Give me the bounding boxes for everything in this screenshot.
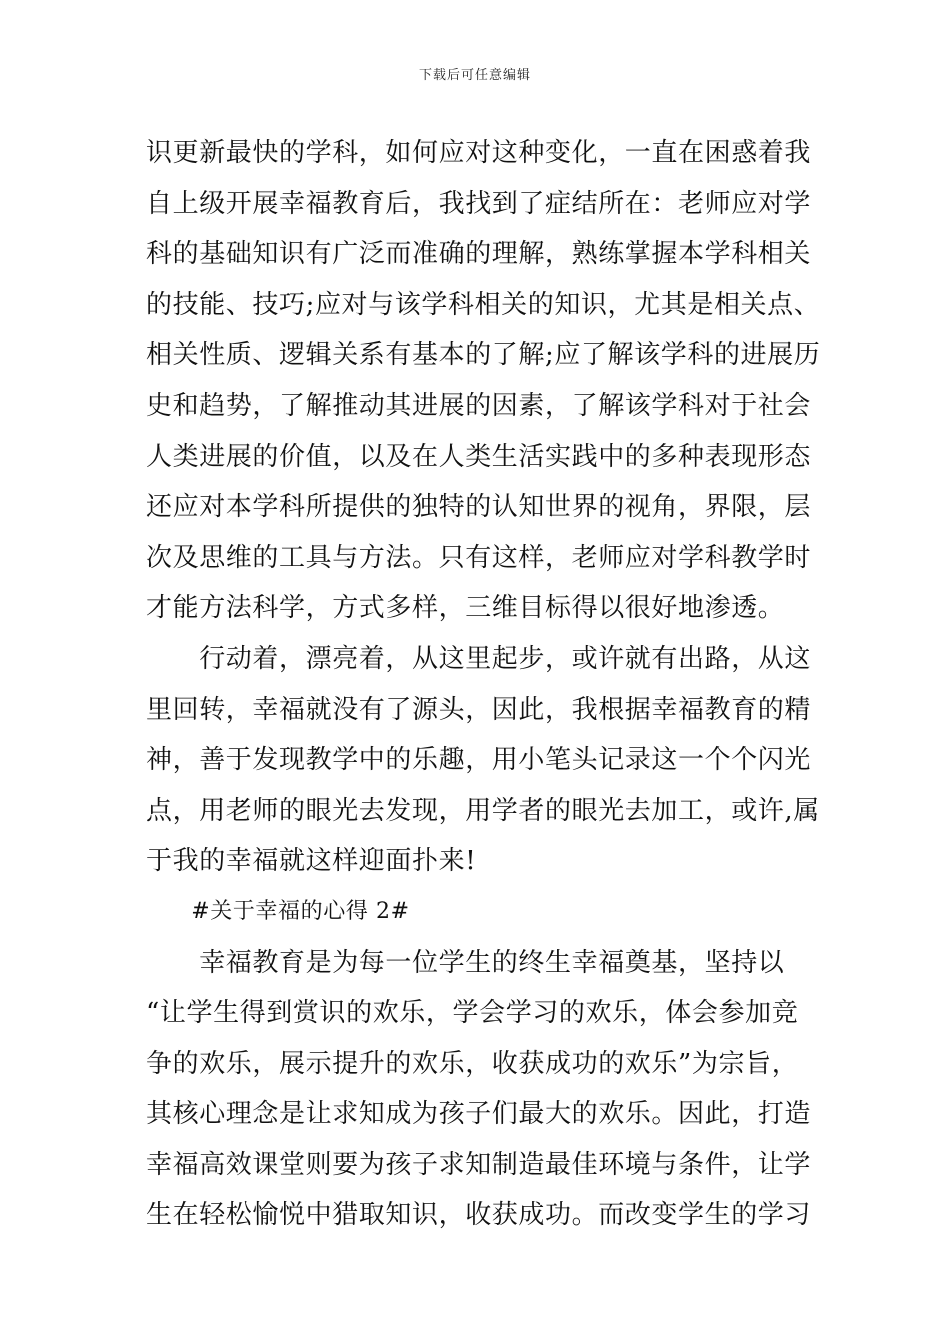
text-line: 神，善于发现教学中的乐趣，用小笔头记录这一个个闪光 xyxy=(146,745,812,776)
text-line: 里回转，幸福就没有了源头，因此，我根据幸福教育的精 xyxy=(146,694,812,725)
text-line: 史和趋势，了解推动其进展的因素，了解该学科对于社会 xyxy=(146,390,812,421)
text-line: 次及思维的工具与方法。只有这样，老师应对学科教学时 xyxy=(146,542,812,573)
document-body xyxy=(146,128,821,1241)
text-line: 人类进展的价值，以及在人类生活实践中的多种表现形态 xyxy=(146,441,812,472)
text-line: 点，用老师的眼光去发现，用学者的眼光去加工，或许,属 xyxy=(146,795,820,826)
text-line: 相关性质、逻辑关系有基本的了解;应了解该学科的进展历 xyxy=(146,340,821,371)
section-heading: #关于幸福的心得 2# xyxy=(146,898,410,924)
text-line: 幸福教育是为每一位学生的终生幸福奠基，坚持以 xyxy=(146,947,785,978)
text-line: 还应对本学科所提供的独特的认知世界的视角，界限，层 xyxy=(146,492,812,523)
text-line: 科的基础知识有广泛而准确的理解，熟练掌握本学科相关 xyxy=(146,239,812,270)
text-line: 自上级开展幸福教育后，我找到了症结所在：老师应对学 xyxy=(146,188,812,219)
text-line: 生在轻松愉悦中猎取知识，收获成功。而改变学生的学习 xyxy=(146,1200,812,1231)
text-line: 幸福高效课堂则要为孩子求知制造最佳环境与条件，让学 xyxy=(146,1149,812,1180)
text-line: 争的欢乐，展示提升的欢乐，收获成功的欢乐”为宗旨， xyxy=(146,1048,799,1079)
text-line: “让学生得到赏识的欢乐，学会学习的欢乐，体会参加竞 xyxy=(146,998,799,1029)
page-header: 下载后可任意编辑 xyxy=(418,68,531,83)
text-line: 识更新最快的学科，如何应对这种变化，一直在困惑着我 xyxy=(146,138,812,168)
text-line: 于我的幸福就这样迎面扑来! xyxy=(146,846,477,877)
text-line: 行动着，漂亮着，从这里起步，或许就有出路，从这 xyxy=(146,643,812,674)
text-line: 其核心理念是让求知成为孩子们最大的欢乐。因此，打造 xyxy=(146,1099,812,1130)
text-line: 才能方法科学，方式多样，三维目标得以很好地渗透。 xyxy=(146,593,785,624)
text-line: 的技能、技巧;应对与该学科相关的知识，尤其是相关点、 xyxy=(146,289,821,320)
